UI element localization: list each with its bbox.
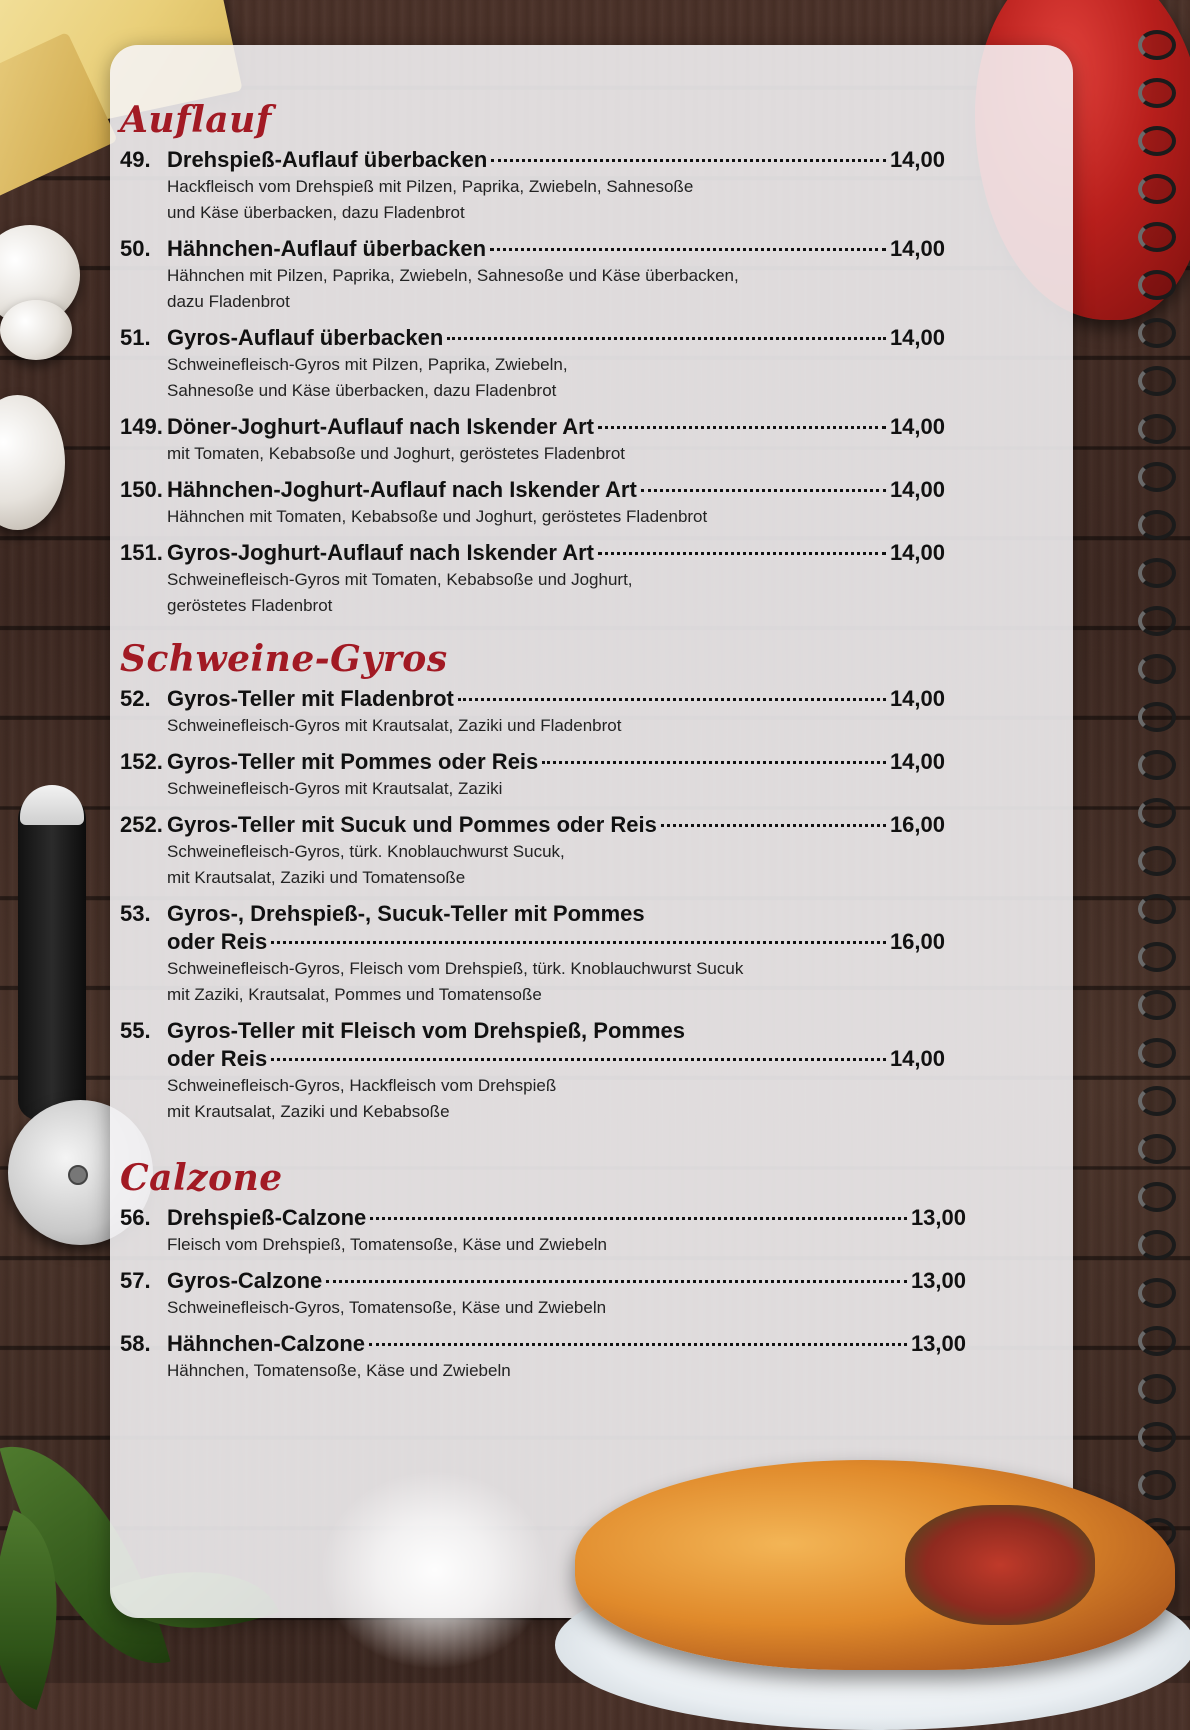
menu-item [120, 1267, 966, 1321]
item-description: Schweinefleisch-Gyros, Fleisch vom Drehspieß, türk. Knoblauchwurst Sucuk [167, 959, 744, 978]
item-price: 13,00 [910, 1205, 966, 1230]
binding-ring [1138, 1038, 1176, 1068]
item-price: 14,00 [889, 477, 945, 502]
binding-ring [1138, 846, 1176, 876]
item-price: 14,00 [889, 1046, 945, 1071]
menu-item [120, 146, 945, 226]
calzone-filling-image [905, 1505, 1095, 1625]
item-description: Schweinefleisch-Gyros, türk. Knoblauchwurst Sucuk, [167, 842, 565, 861]
dot-leader [661, 824, 886, 827]
item-description: Fleisch vom Drehspieß, Tomatensoße, Käse und Zwiebeln [167, 1235, 607, 1254]
binding-ring [1138, 1278, 1176, 1308]
dot-leader [447, 337, 886, 340]
item-name: Hähnchen-Calzone [167, 1331, 366, 1356]
item-description: Hähnchen, Tomatensoße, Käse und Zwiebeln [167, 1361, 511, 1380]
item-number: 51. [120, 325, 151, 350]
dot-leader [271, 1058, 886, 1061]
menu-item [120, 324, 945, 404]
item-name: Gyros-Teller mit Fladenbrot [167, 686, 454, 711]
item-price: 13,00 [910, 1331, 966, 1356]
item-name: Gyros-Joghurt-Auflauf nach Iskender Art [167, 540, 595, 565]
binding-ring [1138, 1422, 1176, 1452]
binding-ring [1138, 318, 1176, 348]
section-title: Auflauf [120, 99, 272, 141]
item-number: 52. [120, 686, 151, 711]
item-name: Gyros-, Drehspieß-, Sucuk-Teller mit Pommes [167, 901, 645, 926]
binding-ring [1138, 414, 1176, 444]
binding-ring [1138, 1374, 1176, 1404]
menu-item [120, 539, 945, 619]
item-number: 55. [120, 1018, 151, 1043]
menu-item [120, 476, 945, 530]
menu-section-calzone [120, 1156, 966, 1393]
item-name-continued: oder Reis [167, 929, 268, 954]
item-description: Hähnchen mit Pilzen, Paprika, Zwiebeln, Sahnesoße und Käse überbacken, [167, 266, 739, 285]
menu-item [120, 811, 945, 891]
binding-ring [1138, 510, 1176, 540]
item-description: Schweinefleisch-Gyros mit Krautsalat, Zaziki und Fladenbrot [167, 716, 622, 735]
item-description: mit Krautsalat, Zaziki und Kebabsoße [167, 1102, 450, 1121]
item-price: 14,00 [889, 236, 945, 261]
binding-ring [1138, 30, 1176, 60]
dot-leader [542, 761, 886, 764]
dot-leader [271, 941, 886, 944]
section-title: Schweine-Gyros [120, 638, 448, 680]
item-name-continued: oder Reis [167, 1046, 268, 1071]
item-price: 14,00 [889, 325, 945, 350]
binding-ring [1138, 990, 1176, 1020]
item-number: 150. [120, 477, 163, 502]
item-description: dazu Fladenbrot [167, 292, 290, 311]
pizza-cutter-handle [18, 790, 86, 1120]
item-number: 49. [120, 147, 151, 172]
menu-item [120, 685, 945, 739]
item-name: Hähnchen-Joghurt-Auflauf nach Iskender Art [167, 477, 637, 502]
binding-ring [1138, 126, 1176, 156]
item-name: Hähnchen-Auflauf überbacken [167, 236, 487, 261]
pizza-cutter-cap [20, 785, 84, 825]
flour-decoration [320, 1470, 550, 1670]
binding-ring [1138, 366, 1176, 396]
item-description: Hähnchen mit Tomaten, Kebabsoße und Joghurt, geröstetes Fladenbrot [167, 507, 708, 526]
menu-item [120, 235, 945, 315]
mushroom-decoration [0, 300, 72, 360]
item-name: Gyros-Calzone [167, 1268, 323, 1293]
dot-leader [326, 1280, 907, 1283]
binding-ring [1138, 462, 1176, 492]
mushroom-decoration [0, 395, 65, 530]
binding-ring [1138, 1182, 1176, 1212]
binding-ring [1138, 654, 1176, 684]
item-price: 16,00 [889, 812, 945, 837]
item-name: Drehspieß-Calzone [167, 1205, 367, 1230]
item-number: 56. [120, 1205, 151, 1230]
menu-item [120, 1330, 966, 1384]
binding-ring [1138, 1230, 1176, 1260]
binding-ring [1138, 750, 1176, 780]
pizza-cutter-hub [68, 1165, 88, 1185]
item-description: Schweinefleisch-Gyros mit Pilzen, Paprika, Zwiebeln, [167, 355, 568, 374]
binding-ring [1138, 174, 1176, 204]
binding-ring [1138, 894, 1176, 924]
item-name: Gyros-Teller mit Fleisch vom Drehspieß, Pommes [167, 1018, 685, 1043]
item-number: 151. [120, 540, 163, 565]
dot-leader [490, 248, 886, 251]
dot-leader [598, 552, 886, 555]
spiral-binding [1120, 30, 1180, 1680]
menu-item [120, 748, 945, 802]
item-description: Schweinefleisch-Gyros, Hackfleisch vom Drehspieß [167, 1076, 557, 1095]
item-name: Gyros-Teller mit Sucuk und Pommes oder Reis [167, 812, 657, 837]
binding-ring [1138, 798, 1176, 828]
item-number: 50. [120, 236, 151, 261]
binding-ring [1138, 606, 1176, 636]
dot-leader [369, 1343, 907, 1346]
item-number: 149. [120, 414, 163, 439]
binding-ring [1138, 270, 1176, 300]
binding-ring [1138, 78, 1176, 108]
item-description: geröstetes Fladenbrot [167, 596, 333, 615]
binding-ring [1138, 702, 1176, 732]
item-name: Gyros-Teller mit Pommes oder Reis [167, 749, 539, 774]
item-description: Sahnesoße und Käse überbacken, dazu Fladenbrot [167, 381, 557, 400]
menu-item [120, 1017, 945, 1125]
item-description: Schweinefleisch-Gyros mit Tomaten, Kebabsoße und Joghurt, [167, 570, 633, 589]
binding-ring [1138, 558, 1176, 588]
item-description: mit Zaziki, Krautsalat, Pommes und Tomatensoße [167, 985, 542, 1004]
item-number: 53. [120, 901, 151, 926]
menu-item [120, 900, 945, 1008]
item-name: Drehspieß-Auflauf überbacken [167, 147, 488, 172]
menu-item [120, 413, 945, 467]
item-description: Schweinefleisch-Gyros mit Krautsalat, Zaziki [167, 779, 503, 798]
item-price: 14,00 [889, 749, 945, 774]
item-description: Hackfleisch vom Drehspieß mit Pilzen, Paprika, Zwiebeln, Sahnesoße [167, 177, 694, 196]
item-description: mit Krautsalat, Zaziki und Tomatensoße [167, 868, 466, 887]
binding-ring [1138, 1086, 1176, 1116]
item-description: und Käse überbacken, dazu Fladenbrot [167, 203, 465, 222]
item-description: Schweinefleisch-Gyros, Tomatensoße, Käse und Zwiebeln [167, 1298, 607, 1317]
item-number: 152. [120, 749, 163, 774]
binding-ring [1138, 222, 1176, 252]
menu-item [120, 1204, 966, 1258]
item-price: 14,00 [889, 686, 945, 711]
item-number: 57. [120, 1268, 151, 1293]
item-number: 58. [120, 1331, 151, 1356]
item-name: Gyros-Auflauf überbacken [167, 325, 444, 350]
item-number: 252. [120, 812, 163, 837]
item-description: mit Tomaten, Kebabsoße und Joghurt, geröstetes Fladenbrot [167, 444, 626, 463]
dot-leader [458, 698, 886, 701]
dot-leader [598, 426, 886, 429]
binding-ring [1138, 942, 1176, 972]
dot-leader [491, 159, 886, 162]
item-price: 14,00 [889, 147, 945, 172]
binding-ring [1138, 1134, 1176, 1164]
menu-section-auflauf [120, 98, 945, 628]
binding-ring [1138, 1326, 1176, 1356]
menu-section-schweine-gyros [120, 637, 945, 1134]
section-title: Calzone [120, 1157, 283, 1199]
item-name: Döner-Joghurt-Auflauf nach Iskender Art [167, 414, 594, 439]
binding-ring [1138, 1470, 1176, 1500]
item-price: 14,00 [889, 414, 945, 439]
item-price: 16,00 [889, 929, 945, 954]
dot-leader [641, 489, 886, 492]
item-price: 13,00 [910, 1268, 966, 1293]
item-price: 14,00 [889, 540, 945, 565]
dot-leader [370, 1217, 907, 1220]
